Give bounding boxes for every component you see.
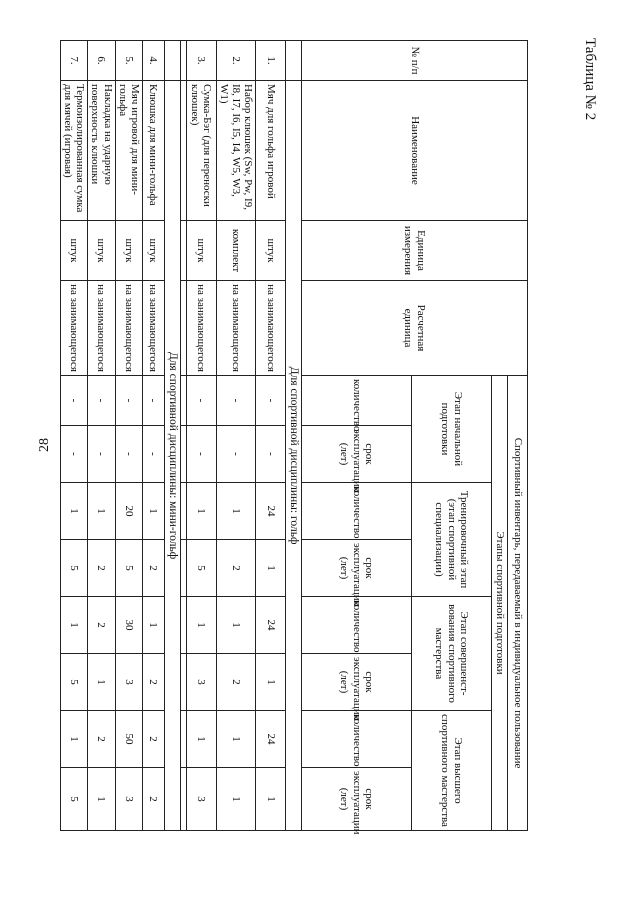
subheader-term-3: срок эксплуатации (лет) <box>302 654 412 711</box>
row-name: Клюшка для мини-гольфа <box>142 81 164 221</box>
header-stage3: Этап совершенст-вования спортивного мастерства <box>412 597 492 711</box>
table-row <box>61 41 88 831</box>
row-num: 3. <box>186 41 216 81</box>
header-inventory: Спортивный инвентарь, передаваемый в индивидуальное пользование <box>508 376 528 831</box>
inventory-table <box>60 40 528 835</box>
row-unit: штук <box>61 221 88 281</box>
table-row <box>216 41 255 831</box>
table-row <box>186 41 216 831</box>
row-value: 1 <box>61 597 88 654</box>
spacer-cell <box>180 654 186 711</box>
table-row <box>256 41 286 831</box>
row-value: 1 <box>216 711 255 768</box>
row-calc: на занимающегося <box>61 281 88 376</box>
spacer-cell <box>180 483 186 540</box>
spacer-cell <box>180 376 186 426</box>
spacer-cell <box>180 597 186 654</box>
subheader-qty-2: количество <box>302 483 412 540</box>
row-value: 24 <box>256 483 286 540</box>
table-row <box>88 41 115 831</box>
row-value: 1 <box>256 540 286 597</box>
header-stage2: Тренировочный этап (этап спортивной специализации) <box>412 483 492 597</box>
row-value: - <box>256 426 286 483</box>
subheader-qty-1: количество <box>302 376 412 426</box>
spacer-cell <box>180 540 186 597</box>
row-value: 1 <box>216 483 255 540</box>
row-value: 5 <box>61 768 88 831</box>
row-name: Набор клюшек (Sw, Pw, I9, I8, I7, I6, I5, I4, W5, W3, W1) <box>216 81 255 221</box>
row-num: 4. <box>142 41 164 81</box>
row-num: 2. <box>216 41 255 81</box>
row-value: 5 <box>115 540 142 597</box>
row-value: 2 <box>88 597 115 654</box>
header-stages-group: Этапы спортивной подготовки <box>492 376 508 831</box>
row-unit: штук <box>142 221 164 281</box>
row-value: - <box>216 426 255 483</box>
row-value: 2 <box>216 654 255 711</box>
row-calc: на занимающегося <box>142 281 164 376</box>
row-unit: штук <box>88 221 115 281</box>
row-value: 20 <box>115 483 142 540</box>
row-value: 2 <box>142 711 164 768</box>
row-value: 3 <box>115 768 142 831</box>
header-stage1: Этап начальной подготовки <box>412 376 492 483</box>
row-value: 2 <box>88 540 115 597</box>
row-value: 30 <box>115 597 142 654</box>
table-caption: Таблица № 2 <box>582 38 598 121</box>
row-name: Мяч игровой для мини-гольфа <box>115 81 142 221</box>
subheader-qty-3: количество <box>302 597 412 654</box>
row-value: 3 <box>115 654 142 711</box>
row-value: - <box>61 426 88 483</box>
row-value: 1 <box>216 768 255 831</box>
row-value: 1 <box>142 597 164 654</box>
row-value: 1 <box>186 597 216 654</box>
row-value: - <box>88 376 115 426</box>
header-stage4: Этап высшего спортивного мастерства <box>412 711 492 831</box>
row-value: 1 <box>88 654 115 711</box>
row-unit: штук <box>256 221 286 281</box>
row-num: 1. <box>256 41 286 81</box>
spacer-cell <box>180 81 186 221</box>
header-name: Наименование <box>302 81 528 221</box>
row-value: 5 <box>61 540 88 597</box>
spacer-cell <box>180 711 186 768</box>
spacer-cell <box>180 281 186 376</box>
row-value: 2 <box>88 711 115 768</box>
row-name: Накладка на ударную поверхность клюшки <box>88 81 115 221</box>
rotated-table-container <box>62 40 528 835</box>
row-value: - <box>115 376 142 426</box>
row-num: 7. <box>61 41 88 81</box>
row-num: 6. <box>88 41 115 81</box>
row-value: - <box>256 376 286 426</box>
row-value: 3 <box>186 768 216 831</box>
row-value: - <box>115 426 142 483</box>
row-value: - <box>216 376 255 426</box>
row-calc: на занимающегося <box>115 281 142 376</box>
row-value: 2 <box>142 540 164 597</box>
row-value: - <box>186 426 216 483</box>
row-calc: на занимающегося <box>186 281 216 376</box>
page-number: 28 <box>37 438 52 452</box>
section-golf: Для спортивной дисциплины: гольф <box>286 81 302 831</box>
row-value: 2 <box>142 768 164 831</box>
spacer-cell <box>180 426 186 483</box>
table-row <box>142 41 164 831</box>
row-value: 5 <box>61 654 88 711</box>
header-num: № п/п <box>302 41 528 81</box>
row-unit: штук <box>115 221 142 281</box>
row-value: 5 <box>186 540 216 597</box>
row-value: 1 <box>88 483 115 540</box>
row-value: 24 <box>256 711 286 768</box>
row-calc: на занимающегося <box>256 281 286 376</box>
section-mini-golf: Для спортивной дисциплины: мини-гольф <box>164 81 180 831</box>
subheader-term-4: срок эксплуатации (лет) <box>302 768 412 831</box>
row-name: Сумка-Бэг (для переноски клюшек) <box>186 81 216 221</box>
row-unit: комплект <box>216 221 255 281</box>
spacer-cell <box>180 41 186 81</box>
section-spacer <box>164 41 180 81</box>
row-value: 1 <box>186 483 216 540</box>
row-value: 1 <box>216 597 255 654</box>
row-name: Термоизолированная сумка для мячей (игровая) <box>61 81 88 221</box>
row-value: 24 <box>256 597 286 654</box>
row-value: 1 <box>186 711 216 768</box>
subheader-term-2: срок эксплуатации (лет) <box>302 540 412 597</box>
spacer-cell <box>180 768 186 831</box>
row-value: - <box>61 376 88 426</box>
row-calc: на занимающегося <box>216 281 255 376</box>
header-calc: Расчетная единица <box>302 281 528 376</box>
subheader-term-1: срок эксплуатации (лет) <box>302 426 412 483</box>
row-value: 1 <box>61 711 88 768</box>
row-calc: на занимающегося <box>88 281 115 376</box>
spacer-cell <box>180 221 186 281</box>
row-value: 3 <box>186 654 216 711</box>
row-value: 1 <box>61 483 88 540</box>
subheader-qty-4: количество <box>302 711 412 768</box>
row-value: - <box>142 376 164 426</box>
row-value: 1 <box>256 654 286 711</box>
section-spacer <box>286 41 302 81</box>
row-value: - <box>88 426 115 483</box>
row-value: - <box>142 426 164 483</box>
row-value: 50 <box>115 711 142 768</box>
row-unit: штук <box>186 221 216 281</box>
row-value: 1 <box>256 768 286 831</box>
header-unit: Единица измерения <box>302 221 528 281</box>
table-row <box>115 41 142 831</box>
row-name: Мяч для гольфа игровой <box>256 81 286 221</box>
row-value: 2 <box>216 540 255 597</box>
row-value: - <box>186 376 216 426</box>
row-num: 5. <box>115 41 142 81</box>
row-value: 1 <box>88 768 115 831</box>
row-value: 2 <box>142 654 164 711</box>
row-value: 1 <box>142 483 164 540</box>
